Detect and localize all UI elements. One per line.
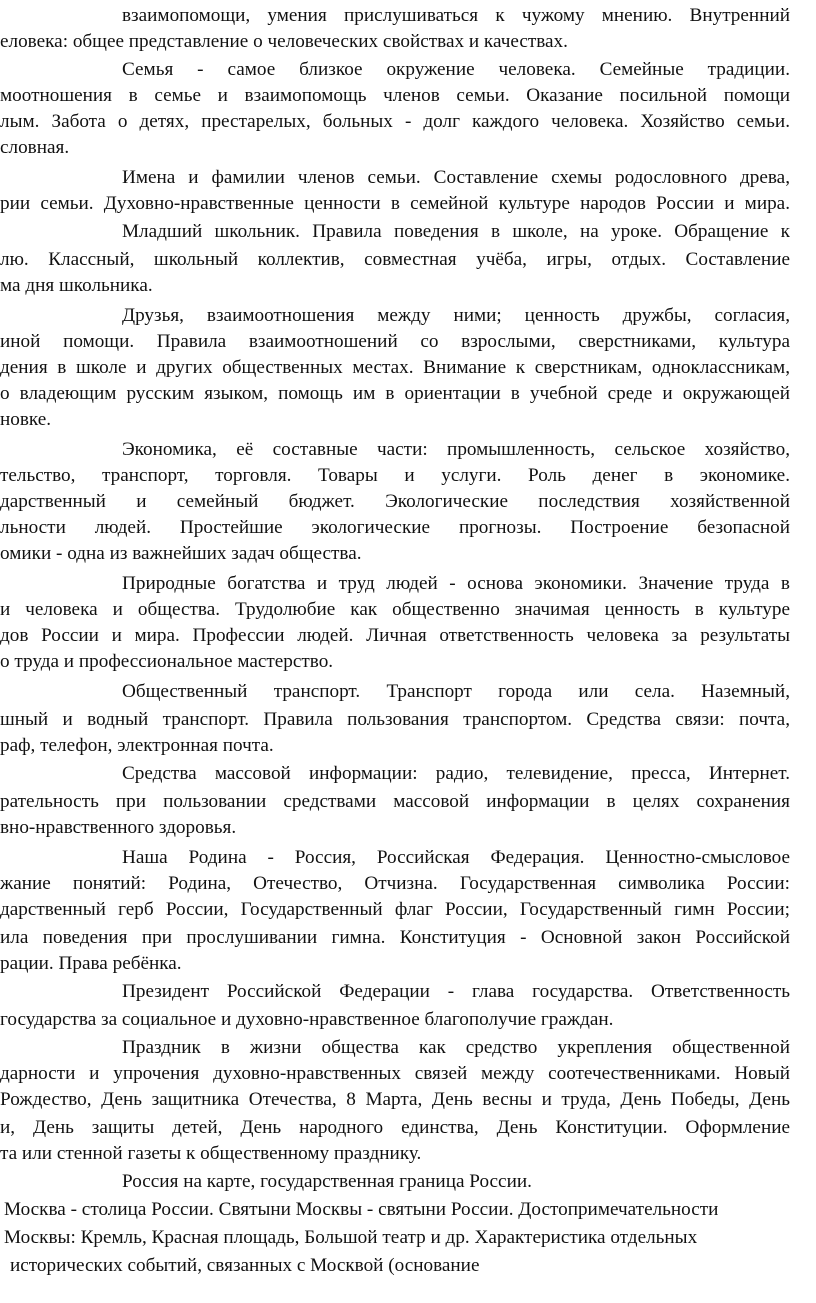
text-line: рации. Права ребёнка. [0,953,182,974]
text-line: Младший школьник. Правила поведения в школе, на уроке. Обращение к [122,221,790,242]
text-line: жание понятий: Родина, Отечество, Отчизна. Государственная символика России: [0,873,790,894]
text-line: исторических событий, связанных с Москвой (основание [10,1255,480,1276]
text-line: Друзья, взаимоотношения между ними; ценность дружбы, согласия, [122,305,790,326]
text-line: ила поведения при прослушивании гимна. Конституция - Основной закон Российской [0,927,790,948]
text-line: лю. Классный, школьный коллектив, совместная учёба, игры, отдых. Составление [0,249,790,270]
text-line: льности людей. Простейшие экологические прогнозы. Построение безопасной [0,517,790,538]
text-line: Наша Родина - Россия, Российская Федерация. Ценностно-смысловое [122,847,790,868]
text-line: дов России и мира. Профессии людей. Личная ответственность человека за результаты [0,625,790,646]
text-line: тельство, транспорт, торговля. Товары и услуги. Роль денег в экономике. [0,465,790,486]
text-line: о труда и профессиональное мастерство. [0,651,334,672]
text-line: Природные богатства и труд людей - основа экономики. Значение труда в [122,573,790,594]
text-line: словная. [0,137,70,158]
text-line: государства за социальное и духовно-нравственное благополучие граждан. [0,1009,614,1030]
text-line: новке. [0,409,52,430]
text-line: омики - одна из важнейших задач общества. [0,543,362,564]
text-line: Семья - самое близкое окружение человека. Семейные традиции. [122,59,790,80]
text-line: рии семьи. Духовно-нравственные ценности в семейной культуре народов России и мира. [0,193,790,214]
text-line: Праздник в жизни общества как средство укрепления общественной [122,1037,790,1058]
text-line: рательность при пользовании средствами массовой информации в целях сохранения [0,791,790,812]
text-line: и, День защиты детей, День народного единства, День Конституции. Оформление [0,1117,790,1138]
text-line: дарности и упрочения духовно-нравственных связей между соотечественниками. Новый [0,1063,790,1084]
text-line: моотношения в семье и взаимопомощь членов семьи. Оказание посильной помощи [0,85,790,106]
text-line: лым. Забота о детях, престарелых, больных - долг каждого человека. Хозяйство семьи. [0,111,790,132]
text-line: дения в школе и других общественных местах. Внимание к сверстникам, одноклассникам, [0,357,790,378]
text-line: о владеющим русским языком, помощь им в ориентации в учебной среде и окружающей [0,383,790,404]
text-line: Средства массовой информации: радио, телевидение, пресса, Интернет. [122,763,790,784]
text-line: раф, телефон, электронная почта. [0,735,274,756]
text-line: та или стенной газеты к общественному празднику. [0,1143,422,1164]
text-line: еловека: общее представление о человеческих свойствах и качествах. [0,31,568,52]
text-line: Президент Российской Федерации - глава государства. Ответственность [122,981,790,1002]
text-line: Общественный транспорт. Транспорт города или села. Наземный, [122,681,790,702]
text-line: взаимопомощи, умения прислушиваться к чужому мнению. Внутренний [122,5,790,26]
text-line: Москва - столица России. Святыни Москвы - святыни России. Достопримечательности [4,1199,719,1220]
text-line: иной помощи. Правила взаимоотношений со взрослыми, сверстниками, культура [0,331,790,352]
text-line: вно-нравственного здоровья. [0,817,237,838]
text-line: дарственный и семейный бюджет. Экологические последствия хозяйственной [0,491,790,512]
text-line: Москвы: Кремль, Красная площадь, Большой театр и др. Характеристика отдельных [4,1227,698,1248]
text-line: Рождество, День защитника Отечества, 8 Марта, День весны и труда, День Победы, День [0,1089,790,1110]
text-line: Россия на карте, государственная граница России. [122,1171,532,1192]
text-line: Экономика, её составные части: промышленность, сельское хозяйство, [122,439,790,460]
text-line: Имена и фамилии членов семьи. Составление схемы родословного древа, [122,167,790,188]
text-line: шный и водный транспорт. Правила пользования транспортом. Средства связи: почта, [0,709,790,730]
text-line: ма дня школьника. [0,275,153,296]
text-line: дарственный герб России, Государственный флаг России, Государственный гимн России; [0,899,790,920]
text-line: и человека и общества. Трудолюбие как общественно значимая ценность в культуре [0,599,790,620]
